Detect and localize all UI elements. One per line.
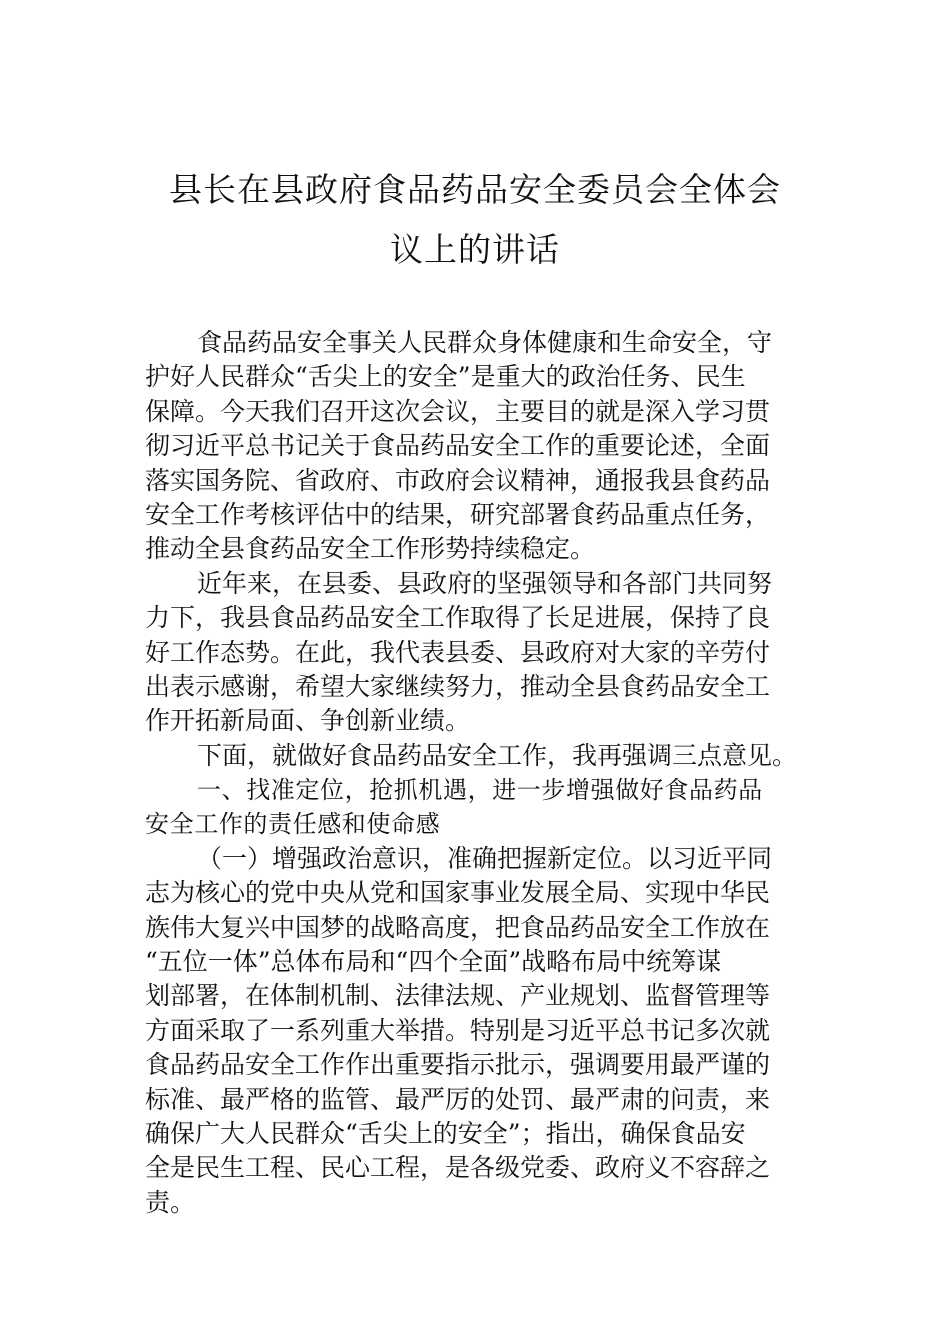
body-line: （一）增强政治意识，准确把握新定位。以习近平同: [197, 843, 773, 873]
body-line: 确保广大人民群众“舌尖上的安全”；指出，确保食品安: [145, 1118, 746, 1148]
section-heading-line: 一、找准定位，抢抓机遇，进一步增强做好食品药品: [197, 776, 763, 805]
body-line: 全是民生工程、民心工程，是各级党委、政府义不容辞之: [145, 1153, 771, 1183]
body-line: 落实国务院、省政府、市政府会议精神，通报我县食药品: [145, 465, 771, 495]
body-line: 下面，就做好食品药品安全工作，我再强调三点意见。: [197, 740, 798, 770]
document-body: [145, 326, 810, 1220]
body-line: 护好人民群众“舌尖上的安全”是重大的政治任务、民生: [145, 362, 746, 392]
body-line: 近年来，在县委、县政府的坚强领导和各部门共同努: [197, 568, 773, 598]
body-line: 方面采取了一系列重大举措。特别是习近平总书记多次就: [145, 1015, 771, 1045]
body-line: 彻习近平总书记关于食品药品安全工作的重要论述，全面: [145, 431, 771, 461]
body-line: 标准、最严格的监管、最严厉的处罚、最严肃的问责，来: [145, 1084, 771, 1114]
body-line: “五位一体”总体布局和“四个全面”战略布局中统筹谋: [145, 947, 722, 977]
title-line-1: 县长在县政府食品药品安全委员会全体会: [169, 170, 781, 209]
body-line: 志为核心的党中央从党和国家事业发展全局、实现中华民: [145, 878, 771, 908]
body-line: 作开拓新局面、争创新业绩。: [145, 706, 471, 736]
body-line: 力下，我县食品药品安全工作取得了长足进展，保持了良: [145, 603, 771, 633]
section-heading-line: 安全工作的责任感和使命感: [145, 810, 441, 839]
body-line: 推动全县食药品安全工作形势持续稳定。: [145, 534, 596, 564]
body-line: 保障。今天我们召开这次会议，主要目的就是深入学习贯: [145, 396, 771, 426]
body-line: 出表示感谢，希望大家继续努力，推动全县食药品安全工: [145, 671, 771, 701]
title-line-2: 议上的讲话: [390, 230, 560, 269]
document-title: [120, 160, 830, 280]
body-line: 安全工作考核评估中的结果，研究部署食药品重点任务，: [145, 499, 771, 529]
body-line: 食品药品安全事关人民群众身体健康和生命安全，守: [197, 328, 773, 357]
body-line: 食品药品安全工作作出重要指示批示，强调要用最严谨的: [145, 1050, 771, 1080]
body-line: 族伟大复兴中国梦的战略高度，把食品药品安全工作放在: [145, 912, 771, 942]
body-line: 责。: [145, 1187, 196, 1217]
body-line: 好工作态势。在此，我代表县委、县政府对大家的辛劳付: [145, 637, 771, 667]
body-line: 划部署，在体制机制、法律法规、产业规划、监督管理等: [145, 981, 771, 1011]
